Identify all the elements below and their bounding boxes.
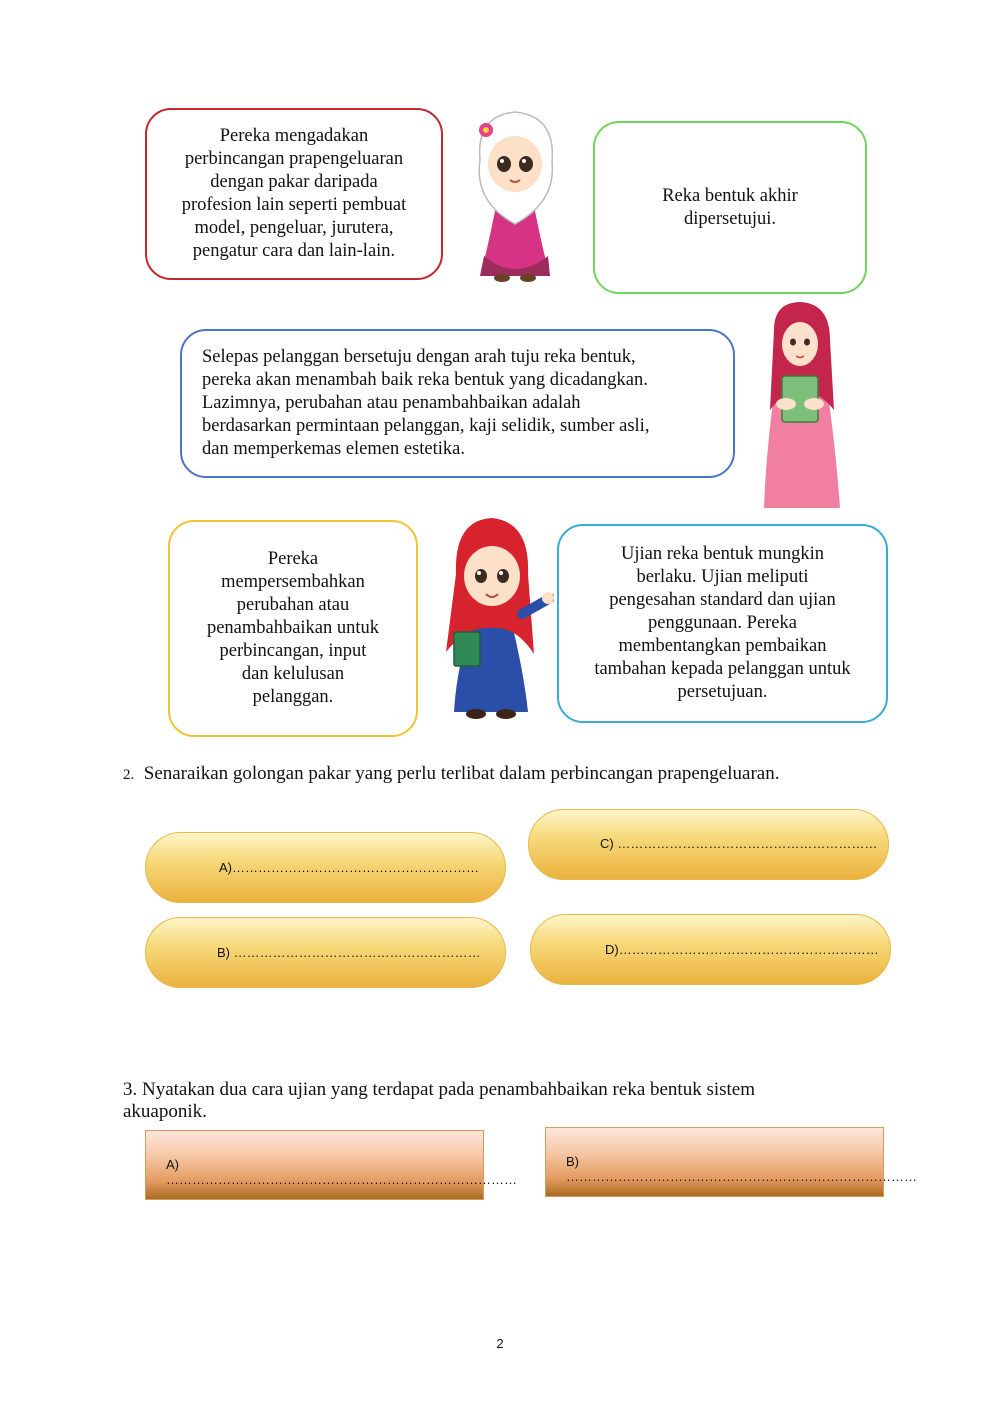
answer-field-2c-label: C) …………………………………………………… xyxy=(600,836,878,851)
step-box-discussion xyxy=(145,108,443,280)
page-number: 2 xyxy=(496,1336,504,1351)
answer-field-3a-label: A) ……………………………………………………………………… xyxy=(166,1157,517,1187)
question-2-number: 2. xyxy=(123,767,135,783)
answer-field-2b[interactable] xyxy=(145,917,506,988)
girl-red-hijab-pointing-illustration xyxy=(436,514,554,720)
step-box-testing xyxy=(557,524,888,723)
answer-field-3b[interactable] xyxy=(545,1127,917,1197)
step-box-presentation xyxy=(168,520,418,737)
step-box-discussion-text: Pereka mengadakan perbincangan prapengeluaran dengan pakar daripada profesion lain seperti pembuat model, pengeluar, jurutera, pengatur cara dan lain-lain. xyxy=(181,126,407,261)
question-2 xyxy=(123,763,779,786)
step-box-final-design xyxy=(593,121,867,294)
woman-hijab-book-illustration xyxy=(756,300,846,510)
answer-field-2a-label: A)………………………………………………… xyxy=(219,860,479,875)
answer-field-3b-label: B) ……………………………………………………………………… xyxy=(566,1154,917,1184)
answer-field-2d[interactable] xyxy=(530,914,891,985)
answer-field-3a[interactable] xyxy=(145,1130,517,1200)
step-box-testing-text: Ujian reka bentuk mungkin berlaku. Ujian meliputi pengesahan standard dan ujian penggunaan. Pereka membentangkan pembaikan tambahan kepada pelanggan untuk persetujuan. xyxy=(594,544,851,702)
question-3 xyxy=(123,1057,755,1123)
question-2-text: Senaraikan golongan pakar yang perlu terlibat dalam perbincangan prapengeluaran. xyxy=(143,763,780,784)
answer-field-2b-label: B) ………………………………………………… xyxy=(217,945,481,960)
girl-cartoon-pink-illustration xyxy=(466,106,564,282)
step-box-improvement xyxy=(180,329,735,478)
answer-field-2c[interactable] xyxy=(528,809,889,880)
step-box-presentation-text: Pereka mempersembahkan perubahan atau penambahbaikan untuk perbincangan, input dan kelulusan pelanggan. xyxy=(206,549,380,707)
step-box-final-design-text: Reka bentuk akhir dipersetujui. xyxy=(662,185,798,229)
answer-field-2a[interactable] xyxy=(145,832,506,903)
answer-field-2d-label: D)…………………………………………………… xyxy=(605,942,879,957)
step-box-improvement-text: Selepas pelanggan bersetuju dengan arah tuju reka bentuk, pereka akan menambah baik reka bentuk yang dicadangkan. Lazimnya, perubahan atau penambahbaikan adalah berdasarkan permintaan pelanggan, kaji selidik, sumber asli, dan memperkemas elemen estetika. xyxy=(202,347,650,459)
question-3-text: 3. Nyatakan dua cara ujian yang terdapat pada penambahbaikan reka bentuk sistem akuaponik. xyxy=(123,1079,756,1122)
